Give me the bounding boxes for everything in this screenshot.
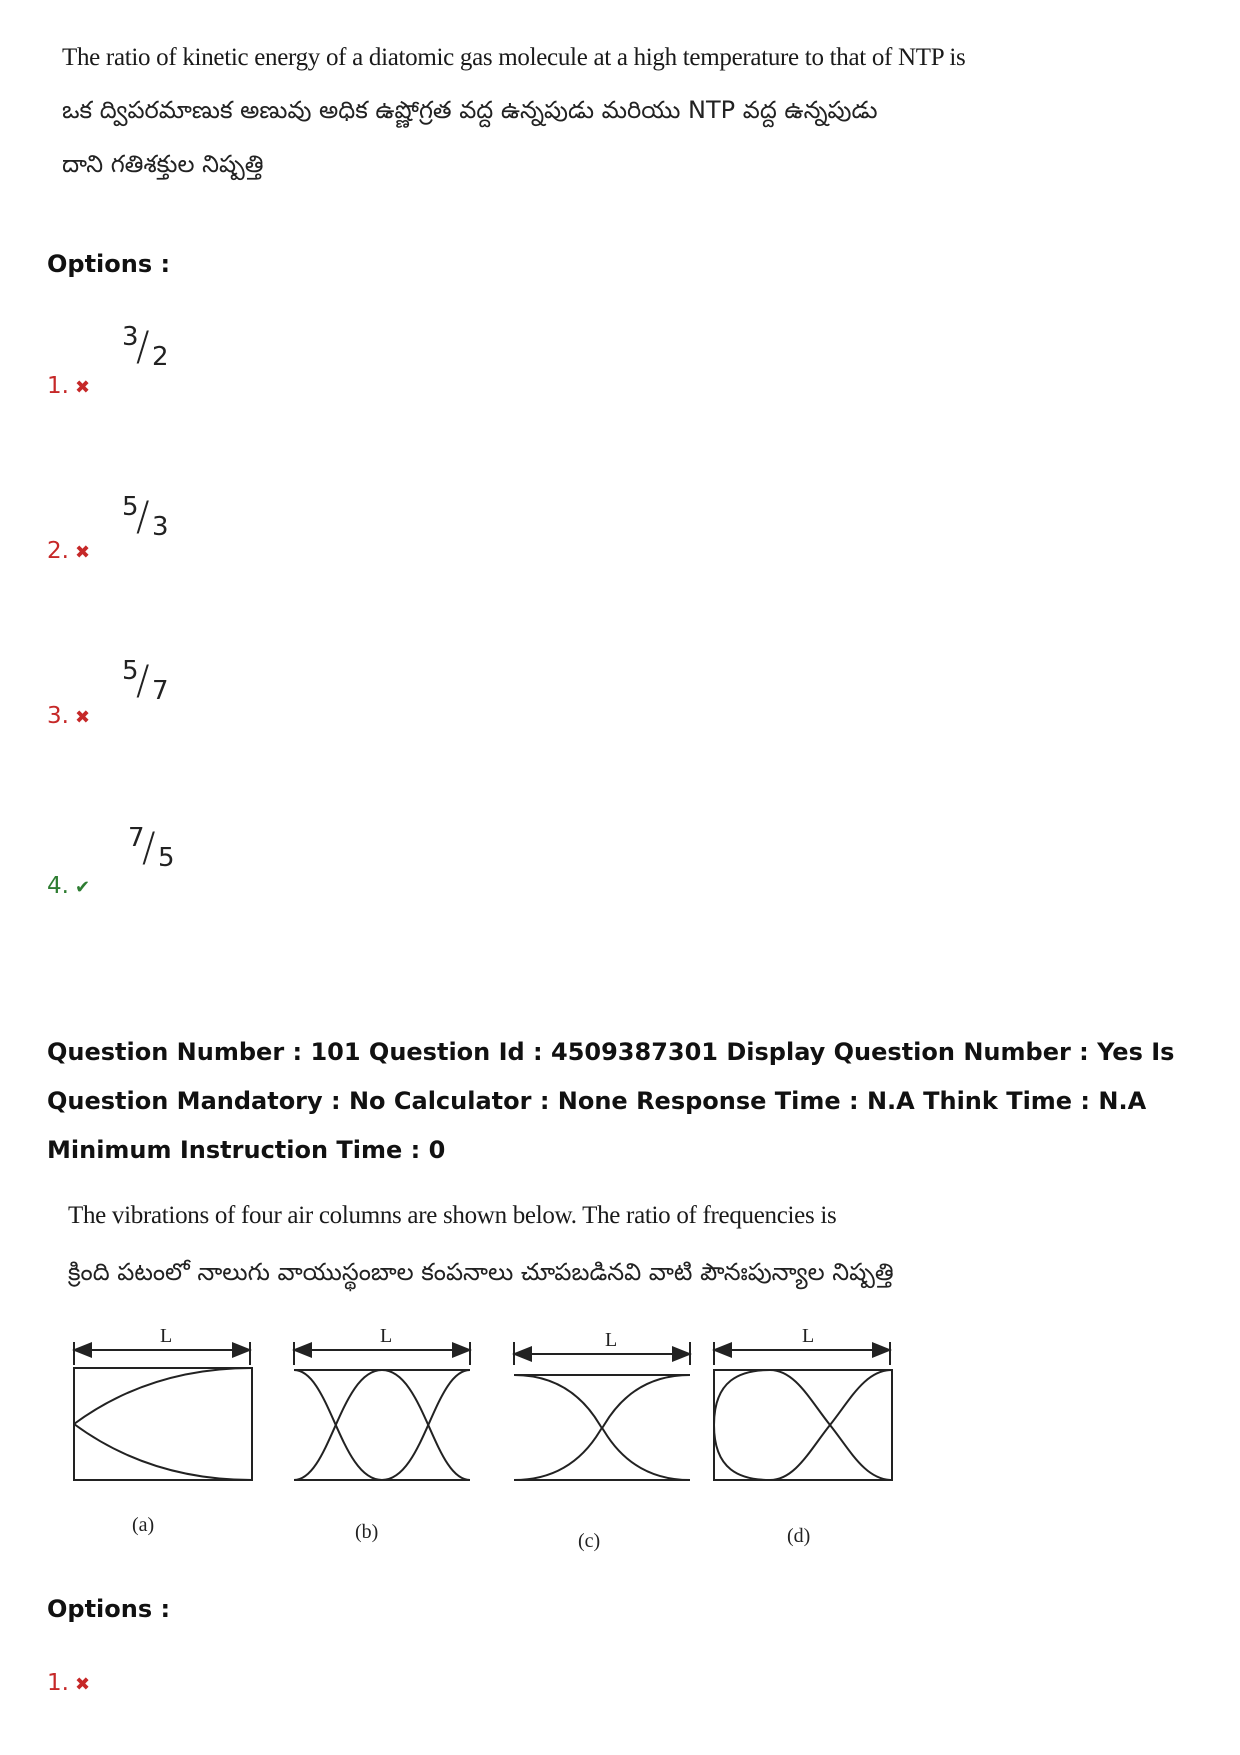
column-a — [74, 1342, 252, 1480]
column-d — [714, 1342, 892, 1480]
option-2[interactable] — [47, 538, 90, 564]
denominator: 2 — [152, 342, 169, 372]
question-meta: Question Number : 101 Question Id : 4509387301 Display Question Number : Yes Is Question Mandatory : No Calculator : None Response Time : N.A Think Time : N.A Minimum Instruction Time : 0 — [47, 1038, 1175, 1164]
slash: / — [136, 324, 150, 370]
option-3[interactable] — [47, 703, 90, 729]
option-4[interactable] — [47, 873, 90, 899]
column-c — [514, 1342, 690, 1480]
numerator: 3 — [122, 322, 139, 352]
option-number: 3. — [47, 703, 69, 729]
caption-b: (b) — [355, 1521, 379, 1543]
numerator: 7 — [128, 823, 145, 853]
caption-d: (d) — [787, 1525, 811, 1547]
length-label-d: L — [802, 1325, 815, 1347]
option-number: 2. — [47, 538, 69, 564]
slash: / — [136, 658, 150, 704]
question-text-telugu-line2: దాని గతిశక్తుల నిష్పత్తి — [62, 150, 264, 178]
option-1[interactable] — [47, 373, 90, 399]
length-label-a: L — [160, 1325, 173, 1347]
numerator: 5 — [122, 656, 139, 686]
length-label-c: L — [605, 1329, 618, 1351]
length-label-b: L — [380, 1325, 393, 1347]
numerator: 5 — [122, 492, 139, 522]
column-b — [294, 1342, 470, 1480]
option-2-fraction — [122, 492, 182, 552]
denominator: 7 — [152, 676, 169, 706]
question-text-english: The vibrations of four air columns are shown below. The ratio of frequencies is — [68, 1202, 837, 1229]
denominator: 5 — [158, 843, 175, 873]
caption-c: (c) — [578, 1530, 601, 1552]
option-3-fraction — [122, 656, 182, 716]
question-text-english: The ratio of kinetic energy of a diatomic gas molecule at a high temperature to that of NTP is — [62, 44, 966, 71]
caption-a: (a) — [132, 1514, 155, 1536]
option-number: 1. — [47, 1670, 69, 1696]
option-4-fraction — [128, 823, 188, 883]
check-icon: ✔ — [74, 877, 91, 898]
question-text-telugu: క్రింది పటంలో నాలుగు వాయుస్థంబాల కంపనాలు చూపబడినవి వాటి పౌనఃపున్యాల నిష్పత్తి — [68, 1258, 894, 1286]
denominator: 3 — [152, 512, 169, 542]
slash: / — [136, 494, 150, 540]
option-1-fraction — [122, 322, 182, 382]
question-text-telugu-line1: ఒక ద్విపరమాణుక అణువు అధిక ఉష్ణోగ్రత వద్ద ఉన్నపుడు మరియు NTP వద్ద ఉన్నపుడు — [62, 96, 878, 124]
cross-icon: ✖ — [74, 542, 91, 563]
option-number: 1. — [47, 373, 69, 399]
option-number: 4. — [47, 873, 69, 899]
options-label: Options : — [47, 250, 171, 278]
option-1-q101[interactable] — [47, 1670, 90, 1696]
slash: / — [142, 825, 156, 871]
cross-icon: ✖ — [74, 1674, 91, 1695]
options-label-q101: Options : — [47, 1595, 171, 1623]
cross-icon: ✖ — [74, 707, 91, 728]
cross-icon: ✖ — [74, 377, 91, 398]
